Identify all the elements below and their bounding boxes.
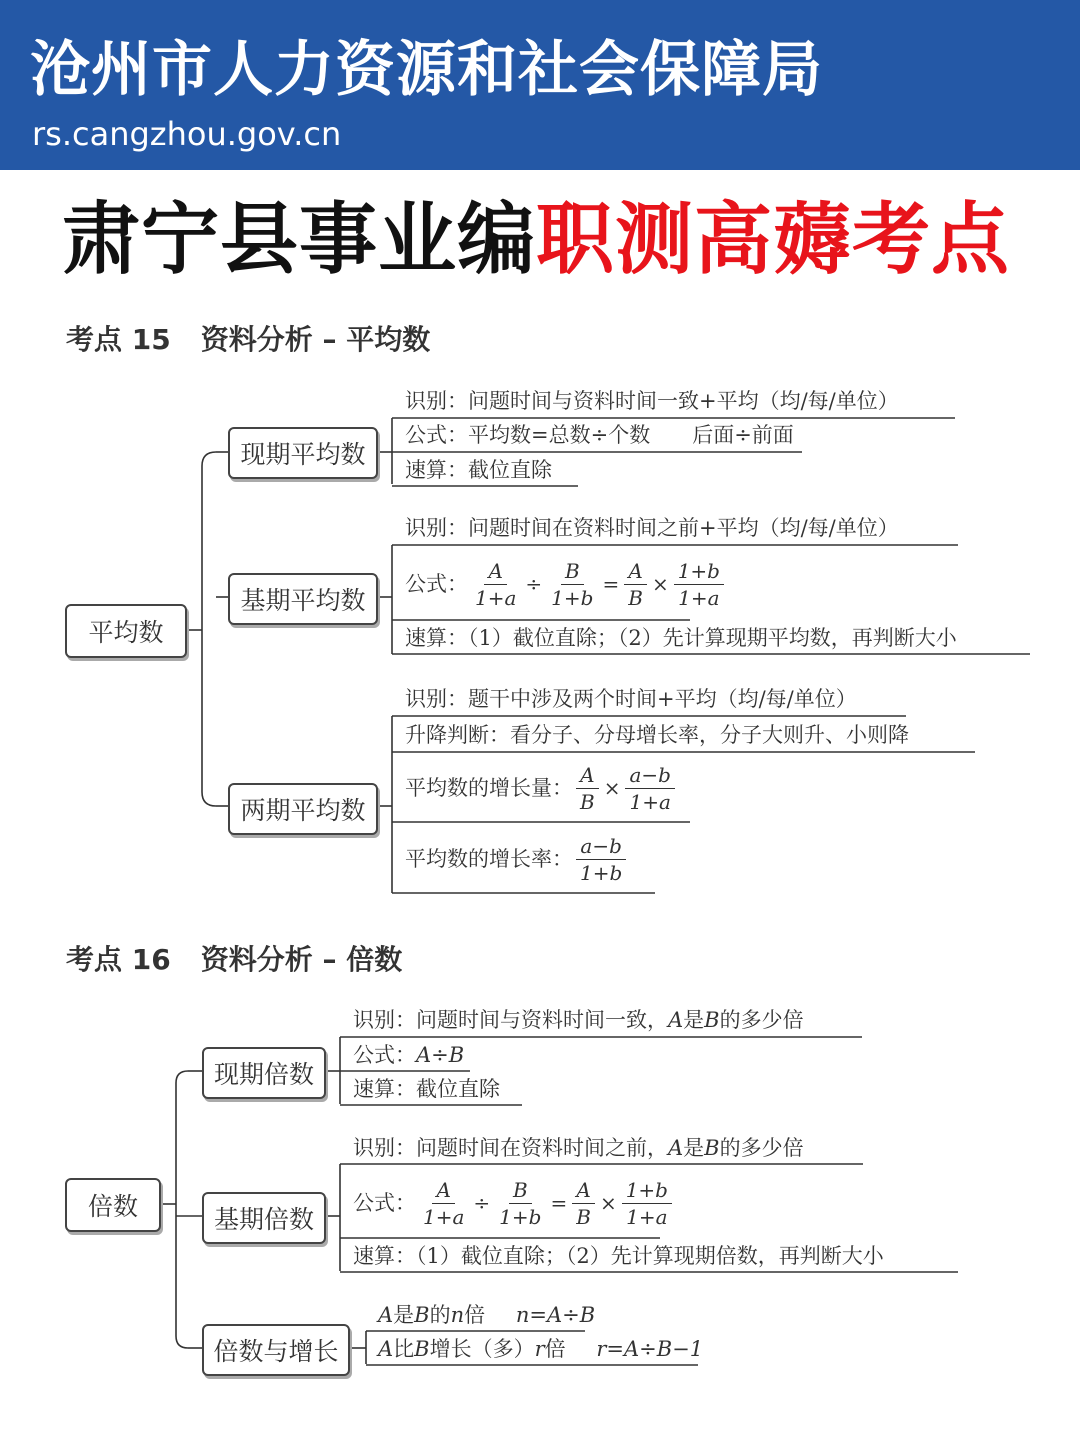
- s16-current-identify: 识别：问题时间与资料时间一致，A是B的多少倍: [353, 1008, 804, 1032]
- s16-growth-line2: A比B增长（多）r倍 r=A÷B−1: [378, 1337, 704, 1361]
- org-url[interactable]: rs.cangzhou.gov.cn: [32, 115, 342, 153]
- s15-two-label: 两期平均数: [240, 796, 366, 825]
- s16-op-times: ×: [599, 1191, 617, 1215]
- s15-root-label: 平均数: [88, 618, 164, 647]
- s15-frac-2: $\frac{B}{1+b}$: [551, 558, 594, 610]
- s16-base-formula-prefix: 公式：: [353, 1191, 416, 1215]
- s15-base-identify: 识别：问题时间在资料时间之前+平均（均/每/单位）: [405, 516, 899, 540]
- s16-growth-node: [202, 1324, 350, 1376]
- section15-number: 考点 15: [66, 323, 171, 356]
- s16-current-node: [202, 1047, 326, 1099]
- s16-base-quick: 速算：（1）截位直除；（2）先计算现期倍数，再判断大小: [353, 1244, 884, 1268]
- s15-base-label: 基期平均数: [240, 586, 366, 615]
- s15-two-growth-amount: [405, 757, 678, 819]
- section15-title: 资料分析 – 平均数: [200, 323, 431, 356]
- s15-current-label: 现期平均数: [240, 440, 366, 469]
- s15-two-judge: 升降判断：看分子、分母增长率，分子大则升、小则降: [405, 723, 909, 747]
- s15-frac-4: $\frac{1+b}{1+a}$: [674, 558, 724, 611]
- s16-root-label: 倍数: [87, 1192, 138, 1221]
- s15-op-times: ×: [651, 572, 669, 596]
- s15-ga-frac-2: $\frac{a-b}{1+a}$: [625, 762, 674, 815]
- s15-gr-frac: a−b 1+b: [576, 833, 626, 886]
- section15-heading: [66, 320, 430, 360]
- s16-frac-2: $\frac{B}{1+b}$: [499, 1177, 542, 1229]
- s16-base-node: [202, 1192, 326, 1244]
- s15-op-eq: =: [602, 572, 620, 596]
- s16-growth-label: 倍数与增长: [213, 1337, 339, 1366]
- s15-root-node: [65, 604, 187, 658]
- s16-op-div: ÷: [473, 1191, 491, 1215]
- s16-frac-4: $\frac{1+b}{1+a}$: [622, 1177, 672, 1230]
- s15-two-node: [228, 783, 378, 835]
- s16-trunk: [176, 1071, 188, 1348]
- s16-current-quick: 速算：截位直除: [353, 1077, 500, 1101]
- s15-current-formula: 公式：平均数=总数÷个数 后面÷前面: [405, 423, 794, 447]
- s16-op-eq: =: [550, 1191, 568, 1215]
- s15-ga-frac-1: $\frac{A}{B}$: [576, 762, 599, 815]
- s15-current-quick: 速算：截位直除: [405, 458, 552, 482]
- s15-op-div: ÷: [525, 572, 543, 596]
- s15-base-quick: 速算：（1）截位直除；（2）先计算现期平均数，再判断大小: [405, 626, 957, 650]
- s16-base-identify: 识别：问题时间在资料时间之前，A是B的多少倍: [353, 1136, 804, 1160]
- s15-growth-rate-prefix: 平均数的增长率：: [405, 847, 573, 871]
- section16-title: 资料分析 – 倍数: [200, 943, 403, 976]
- s15-two-identify: 识别：题干中涉及两个时间+平均（均/每/单位）: [405, 687, 857, 711]
- s15-two-growth-rate: [405, 828, 629, 890]
- section16-heading: [66, 940, 402, 980]
- s16-root-node: [65, 1178, 161, 1232]
- s15-current-node: [228, 427, 378, 479]
- s16-base-label: 基期倍数: [213, 1205, 314, 1234]
- s15-trunk: [202, 452, 216, 806]
- s15-current-identify: 识别：问题时间与资料时间一致+平均（均/每/单位）: [405, 389, 899, 413]
- title-black-part: 肃宁县事业编: [62, 195, 537, 285]
- s15-frac-1: $\frac{A}{1+a}$: [475, 558, 517, 610]
- s15-ga-op: ×: [603, 776, 621, 800]
- s15-growth-amount-prefix: 平均数的增长量：: [405, 776, 573, 800]
- org-name: 沧州市人力资源和社会保障局: [30, 35, 823, 105]
- s16-current-formula: 公式：A÷B: [353, 1043, 465, 1067]
- s15-base-node: [228, 573, 378, 625]
- s15-base-formula: [405, 551, 727, 617]
- s15-base-formula-prefix: 公式：: [405, 572, 468, 596]
- section16-number: 考点 16: [66, 943, 171, 976]
- s15-frac-3: $\frac{A}{B}$: [624, 558, 647, 611]
- s16-growth-line1: A是B的n倍 n=A÷B: [378, 1303, 596, 1327]
- s16-current-label: 现期倍数: [213, 1060, 314, 1089]
- s16-frac-3: $\frac{A}{B}$: [572, 1177, 595, 1230]
- s16-base-formula: [353, 1170, 675, 1236]
- title-red-part: 职测高薅考点: [536, 195, 1011, 285]
- s16-frac-1: $\frac{A}{1+a}$: [423, 1177, 465, 1229]
